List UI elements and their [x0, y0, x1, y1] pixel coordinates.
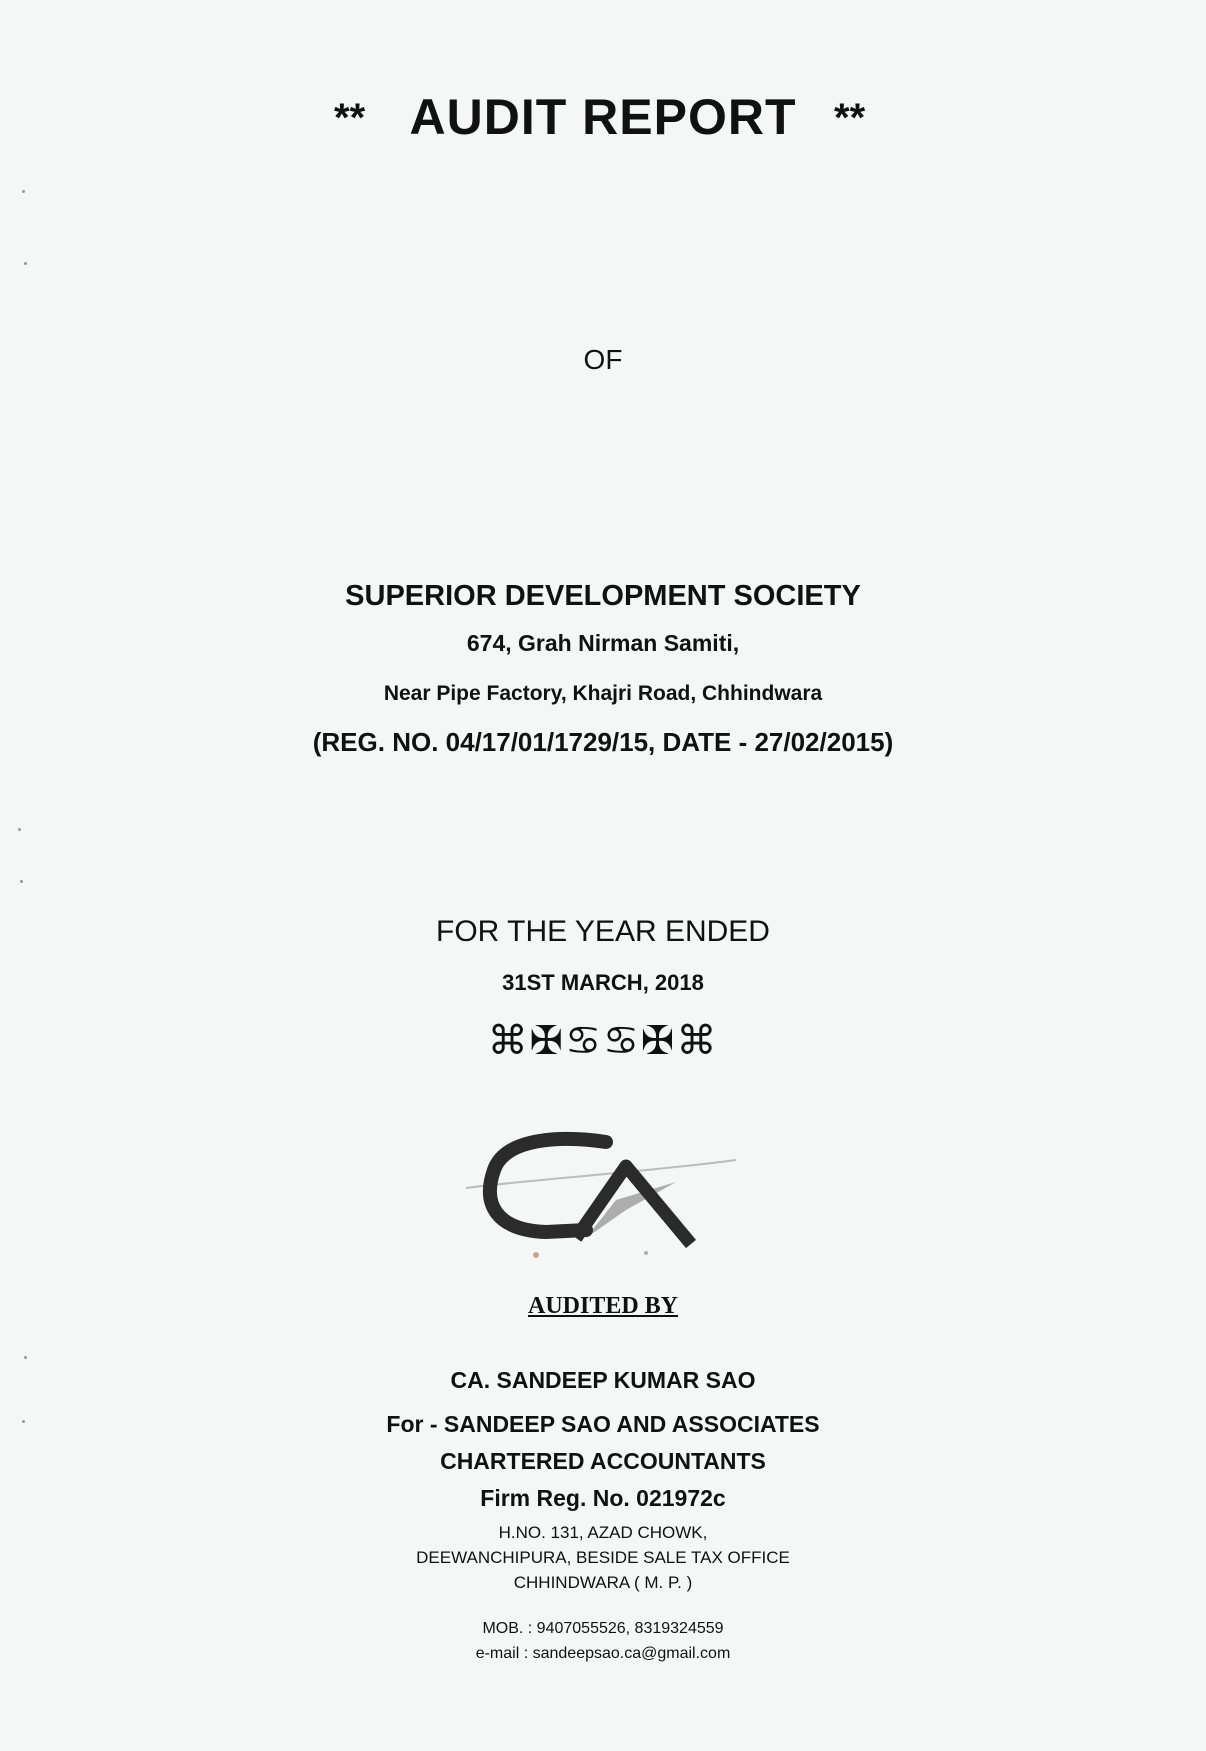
- auditor-address-line1: H.NO. 131, AZAD CHOWK,: [498, 1523, 708, 1542]
- scan-speck: [24, 1356, 27, 1359]
- scan-speck: [20, 880, 23, 883]
- auditor-designation: CHARTERED ACCOUNTANTS: [440, 1448, 766, 1474]
- auditor-firm: For - SANDEEP SAO AND ASSOCIATES: [386, 1411, 820, 1437]
- auditor-firm-reg: Firm Reg. No. 021972c: [480, 1485, 726, 1511]
- of-label: OF: [583, 344, 623, 375]
- auditor-address-line2: DEEWANCHIPURA, BESIDE SALE TAX OFFICE: [416, 1548, 790, 1567]
- scan-speck: [22, 1420, 25, 1423]
- ca-logo-icon: [466, 1130, 746, 1260]
- scan-speck: [18, 828, 21, 831]
- period-label: FOR THE YEAR ENDED: [436, 915, 770, 948]
- organization-address-line1: 674, Grah Nirman Samiti,: [466, 630, 740, 656]
- title-row: [0, 88, 1206, 158]
- scan-speck: [22, 190, 25, 193]
- auditor-mobile: MOB. : 9407055526, 8319324559: [482, 1620, 724, 1637]
- scan-speck: [24, 262, 27, 265]
- auditor-name: CA. SANDEEP KUMAR SAO: [450, 1367, 756, 1393]
- title-stars-left: **: [334, 96, 366, 140]
- organization-name: SUPERIOR DEVELOPMENT SOCIETY: [345, 580, 861, 612]
- auditor-address-line3: CHHINDWARA ( M. P. ): [513, 1573, 693, 1592]
- organization-registration: (REG. NO. 04/17/01/1729/15, DATE - 27/02/2015): [312, 727, 894, 757]
- report-title: AUDIT REPORT: [409, 89, 797, 145]
- ornament-divider: ⌘✠♋♋✠⌘: [487, 1018, 719, 1064]
- auditor-email: e-mail : sandeepsao.ca@gmail.com: [475, 1645, 731, 1662]
- period-date: 31ST MARCH, 2018: [502, 970, 704, 995]
- organization-address-line2: Near Pipe Factory, Khajri Road, Chhindwara: [383, 682, 823, 705]
- title-stars-right: **: [834, 96, 866, 140]
- audited-by-heading: AUDITED BY: [527, 1293, 679, 1319]
